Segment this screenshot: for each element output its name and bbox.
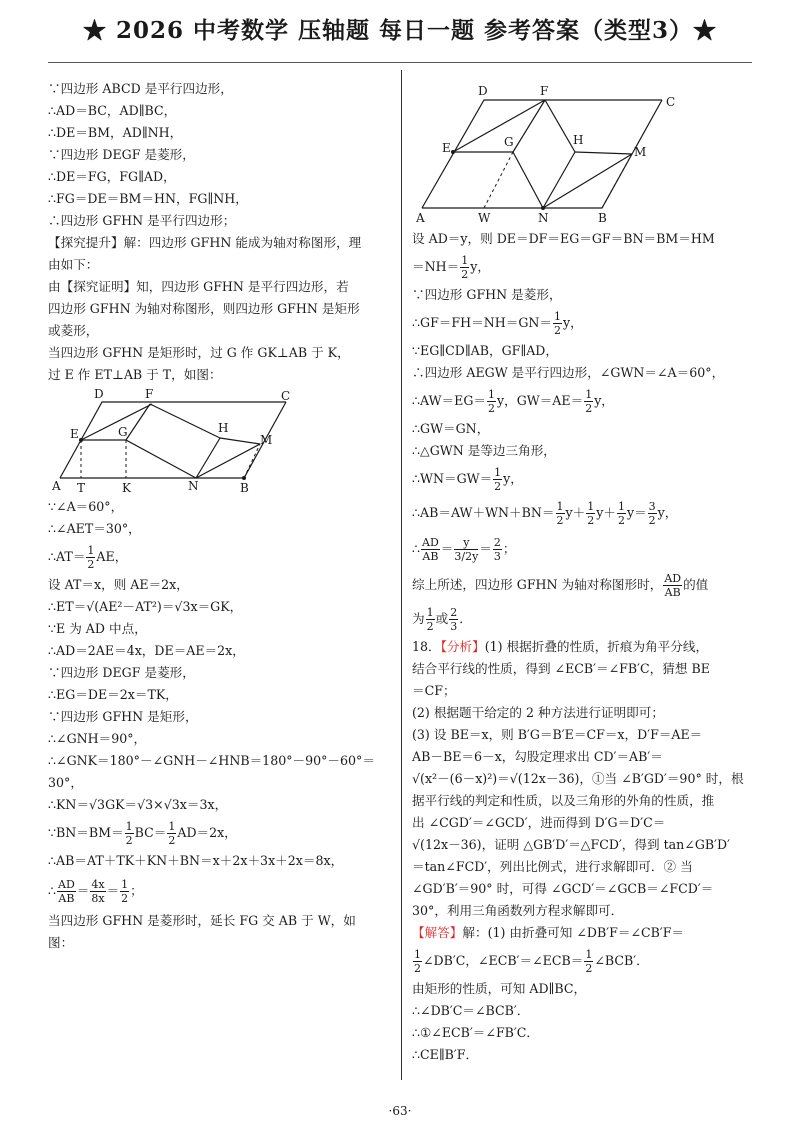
text-line: ∴AD＝BC，AD∥BC， xyxy=(48,103,177,118)
text-line-with-fraction: 为 $\frac{1}{2}$ 或 $\frac{2}{3}$ ． xyxy=(412,606,472,633)
label-m: M xyxy=(634,145,647,159)
fraction-three-halves: $\frac{3}{2}$ xyxy=(648,500,656,527)
column-divider xyxy=(401,70,402,1080)
text-line: ＝CF； xyxy=(412,683,456,698)
label-g: G xyxy=(118,425,128,439)
text-line: 过 E 作 ET⊥AB 于 T，如图： xyxy=(48,367,222,382)
text-line-with-fraction: $\frac{1}{2}$ ∠DB′C，∠ECB′＝∠ECB＝ $\frac{1}{2}$ ∠BCB′． xyxy=(414,948,649,975)
text-line: (3) 设 BE＝x，则 B′G＝B′E＝CF＝x，D′F＝AE＝ xyxy=(412,727,703,742)
fraction-half: $\frac{1}{2}$ xyxy=(554,310,561,337)
label-b: B xyxy=(598,211,607,225)
text-line-with-fraction: 综上所述，四边形 GFHN 为轴对称图形时， $\frac{AD}{AB}$ 的值 xyxy=(412,572,709,599)
text-line: 据平行线的判定和性质，以及三角形的外角的性质，推 xyxy=(412,793,715,808)
edge-gf xyxy=(513,100,545,152)
text-line: ∴AD＝2AE＝4x，DE＝AE＝2x， xyxy=(48,643,245,658)
fraction-half: $\frac{1}{2}$ xyxy=(87,544,95,571)
text-line-with-fraction: ∴AW＝EG＝ $\frac{1}{2}$ y，GW＝AE＝ $\frac{1}{2}$ y， xyxy=(412,388,614,415)
text-line: ∴四边形 GFHN 是平行四边形； xyxy=(48,213,236,228)
fraction-half: $\frac{1}{2}$ xyxy=(121,878,129,905)
left-column xyxy=(48,78,398,954)
label-e: E xyxy=(70,427,79,441)
fraction-y-over-3y2: $\frac{y}{3/2y}$ xyxy=(454,536,479,563)
fraction-half: $\frac{1}{2}$ xyxy=(617,500,625,527)
text-line-with-fraction: ∴AB＝AW＋WN＋BN＝ $\frac{1}{2}$ y＋ $\frac{1}{2}$ y＋ $\frac{1}{2}$ y＝ $\frac{3}{2}$ y， xyxy=(412,500,678,527)
fraction-half: $\frac{1}{2}$ xyxy=(487,388,495,415)
fraction-half: $\frac{1}{2}$ xyxy=(587,500,595,527)
text-line-with-fraction: ∴GF＝FH＝NH＝GN＝ $\frac{1}{2}$ y， xyxy=(412,310,583,337)
text-line: ∵四边形 DEGF 是菱形， xyxy=(48,665,195,680)
text-line-with-fraction xyxy=(48,540,398,574)
label-c: C xyxy=(666,95,676,109)
fraction-half: $\frac{1}{2}$ xyxy=(556,500,564,527)
text-line: ∵四边形 ABCD 是平行四边形， xyxy=(48,81,233,96)
edge-nm xyxy=(543,154,632,208)
text-line: 设 AT＝x，则 AE＝2x， xyxy=(48,577,189,592)
label-t: T xyxy=(77,481,86,495)
edge-gn xyxy=(513,152,543,208)
text-line-with-fraction: ＝NH＝ $\frac{1}{2}$ y， xyxy=(412,254,490,281)
text-segment: BC＝ xyxy=(134,825,167,840)
text-line: √(12x－36)，证明 △GB′D′＝△FCD′，得到 tan∠GB′D′ xyxy=(412,837,730,852)
fraction-two-thirds: $\frac{2}{3}$ xyxy=(493,536,501,563)
answer-tag: 【解答】 xyxy=(412,925,463,940)
fraction-half: $\frac{1}{2}$ xyxy=(168,820,176,847)
text-segment: ∴ xyxy=(48,883,57,898)
text-line: ∴KN＝√3GK＝√3×√3x＝3x， xyxy=(48,797,228,812)
fraction-two-thirds: $\frac{2}{3}$ xyxy=(450,606,458,633)
text-line: ∴CE∥B′F． xyxy=(412,1047,479,1062)
text-line: ∴DE＝FG，FG∥AD， xyxy=(48,169,176,184)
text-line: ∴∠GNK＝180°－∠GNH－∠HNB＝180°－90°－60°＝ xyxy=(48,753,375,768)
text-line: ∴DE＝BM，AD∥NH， xyxy=(48,125,183,140)
fraction-ad-ab: $\frac{AD}{AB}$ xyxy=(664,572,682,599)
header-rule xyxy=(48,62,752,63)
right-column xyxy=(412,78,756,1066)
label-n: N xyxy=(538,211,549,225)
text-line: 30°，利用三角函数列方程求解即可． xyxy=(412,903,624,918)
text-line-with-fraction: ∴ $\frac{AD}{AB}$ ＝ $\frac{4x}{8x}$ ＝ $\frac{1}{2}$ ； xyxy=(48,878,143,905)
page-number: ·63· xyxy=(388,1104,412,1118)
text-line: 由矩形的性质，可知 AD∥BC， xyxy=(412,981,587,996)
label-n: N xyxy=(188,479,199,493)
text-line: ∠GD′B′＝90° 时，可得 ∠GCD′＝∠GCB＝∠FCD′＝ xyxy=(412,881,714,896)
text-segment: AD＝2x， xyxy=(177,825,237,840)
text-line: √(x²－(6－x)²)＝√(12x－36)，①当 ∠B′GD′＝90° 时，根 xyxy=(412,771,744,786)
label-a: A xyxy=(416,211,425,225)
label-d: D xyxy=(478,84,488,98)
edge-ef xyxy=(81,404,152,440)
edge-hm xyxy=(220,438,260,444)
point-b xyxy=(242,476,246,480)
label-m: M xyxy=(260,433,273,447)
text-line: 【探究提升】解：四边形 GFHN 能成为轴对称图形，理 xyxy=(48,235,362,250)
edge-hn xyxy=(543,152,575,208)
text-line: 结合平行线的性质，得到 ∠ECB′＝∠FB′C，猜想 BE xyxy=(412,661,710,676)
edge-gf xyxy=(126,404,150,440)
label-h: H xyxy=(218,421,229,435)
text-segment: ∵BN＝BM＝ xyxy=(48,825,124,840)
fraction-half: $\frac{1}{2}$ xyxy=(426,606,434,633)
text-line: ∴△GWN 是等边三角形， xyxy=(412,443,556,458)
text-line: 图： xyxy=(48,935,74,950)
text-line: 由如下： xyxy=(48,257,99,272)
fraction-half: $\frac{1}{2}$ xyxy=(414,948,421,975)
label-d: D xyxy=(94,387,104,401)
fraction-half: $\frac{1}{2}$ xyxy=(461,254,469,281)
text-line: ∵∠A＝60°， xyxy=(48,499,124,514)
label-b: B xyxy=(240,481,249,495)
page-header: ★ 2026 中考数学 压轴题 每日一题 参考答案（类型3）★ xyxy=(82,17,718,44)
label-e: E xyxy=(442,141,451,155)
text-line: 30°， xyxy=(48,775,83,790)
edge-hm xyxy=(575,152,632,154)
text-line: ∴∠DB′C＝∠BCB′． xyxy=(412,1003,530,1018)
text-line: ＝tan∠FCD′，列出比例式，进行求解即可．② 当 xyxy=(412,859,693,874)
text-line: 出 ∠CGD′＝∠GCD′，进而得到 D′G＝D′C＝ xyxy=(412,815,666,830)
text-line: 四边形 GFHN 为轴对称图形，则四边形 GFHN 是矩形 xyxy=(48,301,360,316)
label-c: C xyxy=(281,389,291,403)
text-line: (2) 根据题干给定的 2 种方法进行证明即可； xyxy=(412,705,664,720)
text-line: ∴∠GNH＝90°， xyxy=(48,731,147,746)
text-line: ∴∠AET＝30°， xyxy=(48,521,141,536)
text-line: AB－BE＝6－x，勾股定理求出 CD′＝AB′＝ xyxy=(412,749,663,764)
text-line: ∴GW＝GN， xyxy=(412,421,490,436)
figure-rectangle-case xyxy=(48,386,291,496)
text-line: ∴ET＝√(AE²－AT²)＝√3x＝GK， xyxy=(48,599,243,614)
fraction-half: $\frac{1}{2}$ xyxy=(494,466,502,493)
text-line: ∵四边形 GFHN 是矩形， xyxy=(48,709,198,724)
fraction-half: $\frac{1}{2}$ xyxy=(125,820,133,847)
text-line: ∴四边形 AEGW 是平行四边形，∠GWN＝∠A＝60°， xyxy=(412,365,725,380)
edge-ef xyxy=(453,100,545,152)
fraction-half: $\frac{1}{2}$ xyxy=(585,948,593,975)
point-e xyxy=(451,150,455,154)
text-line: 当四边形 GFHN 是菱形时，延长 FG 交 AB 于 W，如 xyxy=(48,913,356,928)
text-line-with-fraction: ∴WN＝GW＝ $\frac{1}{2}$ y， xyxy=(412,466,523,493)
text-line: ∴FG＝DE＝BM＝HN，FG∥NH， xyxy=(48,191,248,206)
text-line-with-fraction: ∴ $\frac{AD}{AB}$ ＝ $\frac{y}{3/2y}$ ＝ $\frac{2}{3}$ ； xyxy=(412,536,516,563)
text-line: ∵四边形 GFHN 是菱形， xyxy=(412,287,562,302)
analysis-tag: 【分析】 xyxy=(440,639,485,654)
analysis-line: 18．【分析】(1) 根据折叠的性质，折痕为角平分线， xyxy=(412,639,709,654)
label-f: F xyxy=(145,387,154,401)
text-line: ∴AB＝AT＋TK＋KN＋BN＝x＋2x＋3x＋2x＝8x， xyxy=(48,853,344,868)
fraction-ad-ab: $\frac{AD}{AB}$ xyxy=(58,878,75,905)
text-line-with-fraction xyxy=(48,816,398,850)
text-segment: ∴AT＝ xyxy=(48,549,86,564)
text-line: ∴EG＝DE＝2x＝TK， xyxy=(48,687,178,702)
edge-fh xyxy=(150,404,220,438)
edge-fh xyxy=(545,100,575,152)
fraction-4x-8x: $\frac{4x}{8x}$ xyxy=(91,878,105,905)
text-line: 由【探究证明】知，四边形 GFHN 是平行四边形，若 xyxy=(48,279,349,294)
text-line: 当四边形 GFHN 是矩形时，过 G 作 GK⊥AB 于 K， xyxy=(48,345,350,360)
text-line: ∵EG∥CD∥AB，GF∥AD， xyxy=(412,343,558,358)
label-k: K xyxy=(122,481,131,495)
label-h: H xyxy=(573,133,584,147)
text-line: 设 AD＝y，则 DE＝DF＝EG＝GF＝BN＝BM＝HM xyxy=(412,231,715,246)
text-segment: AE， xyxy=(96,549,128,564)
point-n xyxy=(541,206,545,210)
point-e xyxy=(79,438,83,442)
label-w: W xyxy=(478,211,491,225)
text-line: 或菱形， xyxy=(48,323,99,338)
dashed-gw xyxy=(484,152,513,208)
fraction-ad-ab: $\frac{AD}{AB}$ xyxy=(422,536,439,563)
label-g: G xyxy=(504,135,514,149)
text-line: ∴①∠ECB′＝∠FB′C． xyxy=(412,1025,540,1040)
edge-gn xyxy=(126,440,196,478)
answer-line: 【解答】解：(1) 由折叠可知 ∠DB′F＝∠CB′F＝ xyxy=(412,925,685,940)
label-f: F xyxy=(540,84,549,98)
text-line: ∵E 为 AD 中点， xyxy=(48,621,147,636)
label-a: A xyxy=(52,479,61,493)
text-line: ∵四边形 DEGF 是菱形， xyxy=(48,147,195,162)
fraction-half: $\frac{1}{2}$ xyxy=(585,388,593,415)
figure-rhombus-case xyxy=(412,78,676,228)
